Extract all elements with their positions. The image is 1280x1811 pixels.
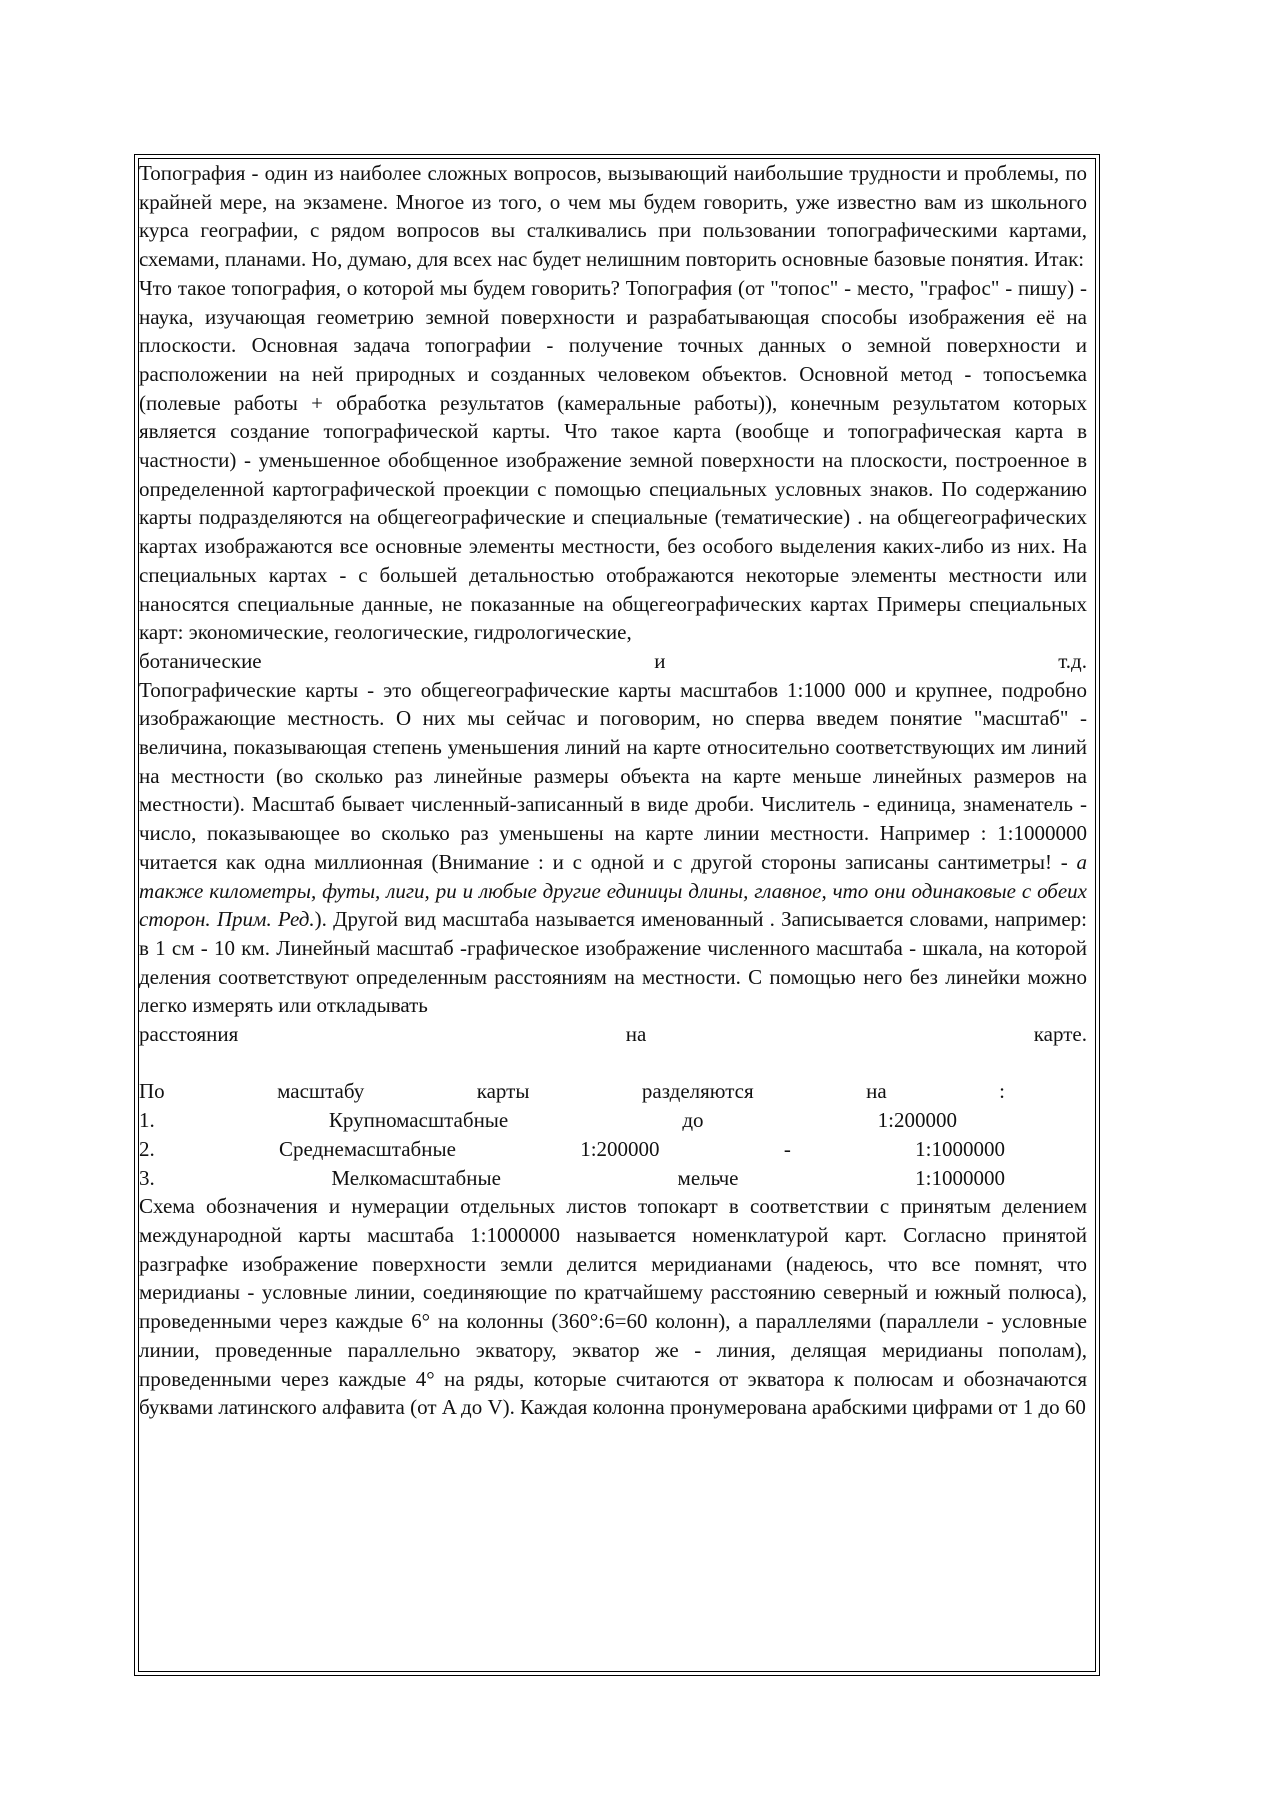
paragraph-scale-last-line: расстояния на карте. — [139, 1022, 1087, 1047]
paragraph-topography-last-line: ботанические и т.д. — [139, 648, 1087, 673]
paragraph-intro: Топография - один из наиболее сложных вопросов, вызывающий наибольшие трудности и проблемы, по крайней мере, на экзамене. Многое из того, о чем мы будем говорить, уже известно вам из школьного курса географии, с рядом вопросов вы сталкивались при пользовании топографическими картами, схемами, планами. Но, думаю, для всех нас будет нелишним повторить основные базовые понятия. Итак: — [139, 161, 1087, 272]
list-item: 2. Среднемасштабные 1:200000 - 1:1000000 — [139, 1136, 1005, 1161]
document-body — [139, 159, 1087, 1422]
list-intro: По масштабу карты разделяются на : — [139, 1079, 1005, 1104]
paragraph-topography-definition: Что такое топография, о которой мы будем говорить? Топография (от "топос" - место, "графос" - пишу) - наука, изучающая геометрию земной поверхности и разрабатывающая способы изображения её на плоскости. Основная задача топографии - получение точных данных о земной поверхности и расположении на ней природных и созданных человеком объектов. Основной метод - топосъемка (полевые работы + обработка результатов (камеральные работы)), конечным результатом которых является создание топографической карты. Что такое карта (вообще и топографическая карта в частности) - уменьшенное обобщенное изображение земной поверхности на плоскости, построенное в определенной картографической проекции с помощью специальных условных знаков. По содержанию карты подразделяются на общегеографические и специальные (тематические) . на общегеографических картах изображаются все основные элементы местности, без особого выделения каких-либо из них. На специальных картах - с большей детальностью отображаются некоторые элементы местности или наносятся специальные данные, не показанные на общегеографических картах Примеры специальных карт: экономические, геологические, гидрологические, — [139, 275, 1087, 645]
list-item: 3. Мелкомасштабные мельче 1:1000000 — [139, 1165, 1005, 1190]
editor-note: - а также километры, футы, лиги, ри и любые другие единицы длины, главное, что они одинаковые с обеих сторон. Прим. Ред. — [139, 849, 1087, 932]
blank-line — [139, 1049, 1087, 1078]
paragraph-nomenclature: Схема обозначения и нумерации отдельных листов топокарт в соответствии с принятым делением международной карты масштаба 1:1000000 называется номенклатурой карт. Согласно принятой разграфке изображение поверхности земли делится меридианами (надеюсь, что все помнят, что меридианы - условные линии, соединяющие по кратчайшему расстоянию северный и южный полюса), проведенными через каждые 6° на колонны (360°:6=60 колонн), а параллелями (параллели - условные линии, проведенные параллельно экватору, экватор же - линия, делящая меридианы пополам), проведенными через каждые 4° на ряды, которые считаются от экватора к полюсам и обозначаются буквами латинского алфавита (от A до V). Каждая колонна пронумерована арабскими цифрами от 1 до 60 — [139, 1194, 1087, 1420]
paragraph-scale: Топографические карты - это общегеографические карты масштабов 1:1000 000 и крупнее, подробно изображающие местность. О них мы сейчас и поговорим, но сперва введем понятие "масштаб" - величина, показывающая степень уменьшения линий на карте относительно соответствующих им линий на местности (во сколько раз линейные размеры объекта на карте меньше линейных размеров на местности). Масштаб бывает численный-записанный в виде дроби. Числитель - единица, знаменатель - число, показывающее во сколько раз уменьшены на карте линии местности. Например : 1:1000000 читается как одна миллионная (Внимание : и с одной и с другой стороны записаны сантиметры! - а также километры, футы, лиги, ри и любые другие единицы длины, главное, что они одинаковые с обеих сторон. Прим. Ред.). Другой вид масштаба называется именованный . Записывается словами, например: в 1 см - 10 км. Линейный масштаб -графическое изображение численного масштаба - шкала, на которой деления соответствуют определенным расстояниям на местности. С помощью него без линейки можно легко измерять или откладывать — [139, 677, 1087, 1018]
list-item: 1. Крупномасштабные до 1:200000 — [139, 1108, 957, 1133]
